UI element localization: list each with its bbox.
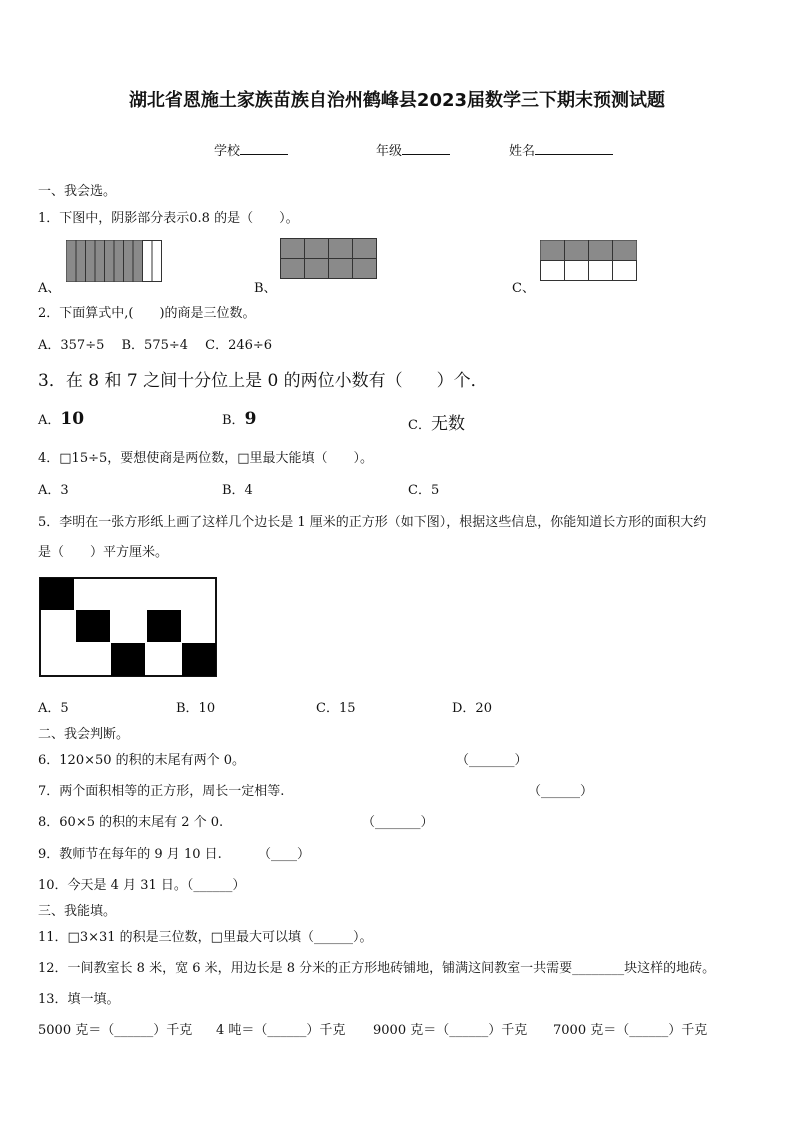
option-a-label: A、: [38, 281, 61, 296]
option-value: 无数: [430, 414, 465, 434]
question-1-stem: 1．下图中，阴影部分表示0.8 的是（ ）。: [38, 211, 299, 226]
school-label: 学校: [214, 144, 241, 159]
question-2-options: A．357÷5 B．575÷4 C．246÷6: [38, 338, 273, 353]
question-4-option-a: A．3: [38, 483, 69, 498]
grade-label: 年级: [376, 144, 403, 159]
option-value: 10: [60, 409, 85, 429]
question-4-option-c: C．5: [408, 483, 440, 498]
question-9-answer[interactable]: （____）: [258, 847, 311, 862]
question-12-text: 12．一间教室长 8 米，宽 6 米，用边长是 8 分米的正方形地砖铺地，铺满这间教室一共需要________块这样的地砖。: [38, 961, 716, 976]
question-3-option-b: [222, 409, 256, 429]
question-6-text: 6．120×50 的积的末尾有两个 0。: [38, 753, 246, 768]
question-4-stem: 4．□15÷5，要想使商是两位数，□里最大能填（ ）。: [38, 451, 374, 466]
page-title: 湖北省恩施土家族苗族自治州鹤峰县2023届数学三下期末预测试题: [128, 90, 666, 111]
question-4-option-b: B．4: [222, 483, 253, 498]
section-heading-choice: 一、我会选。: [38, 184, 117, 199]
option-label: A．: [38, 413, 61, 428]
question-9-text: 9．教师节在每年的 9 月 10 日.: [38, 847, 222, 862]
question-13-item: 5000 克＝（______）千克: [38, 1023, 193, 1038]
question-7-text: 7．两个面积相等的正方形，周长一定相等.: [38, 784, 285, 799]
question-3-option-c: [408, 409, 465, 434]
school-field: [214, 140, 288, 159]
grade-blank[interactable]: [402, 141, 450, 155]
question-8-answer[interactable]: （_______）: [362, 815, 434, 830]
figure-option-b: [280, 238, 378, 280]
name-label: 姓名: [509, 144, 536, 159]
question-2-stem: 2．下面算式中,( )的商是三位数。: [38, 306, 256, 321]
question-5-option-c: C．15: [316, 701, 356, 716]
question-5-option-d: D．20: [452, 701, 492, 716]
question-3-stem: 3．在 8 和 7 之间十分位上是 0 的两位小数有（ ）个．: [38, 371, 488, 391]
figure-option-c: [540, 240, 638, 282]
question-5-option-a: A．5: [38, 701, 69, 716]
question-13-stem: 13．填一填。: [38, 992, 120, 1007]
figure-option-a: [66, 240, 162, 282]
school-blank[interactable]: [240, 141, 288, 155]
question-3-option-a: [38, 409, 84, 429]
name-blank[interactable]: [535, 141, 613, 155]
question-13-item: 4 吨＝（______）千克: [216, 1023, 346, 1038]
question-5-figure: [39, 577, 217, 677]
question-13-item: 9000 克＝（______）千克: [373, 1023, 528, 1038]
option-label: B．: [222, 413, 245, 428]
question-6-answer[interactable]: （_______）: [456, 753, 528, 768]
option-value: 9: [244, 409, 257, 429]
question-5-option-b: B．10: [176, 701, 216, 716]
question-11-text: 11．□3×31 的积是三位数，□里最大可以填（______）。: [38, 930, 373, 945]
name-field: [509, 140, 613, 159]
section-heading-judge: 二、我会判断。: [38, 727, 130, 742]
question-8-text: 8．60×5 的积的末尾有 2 个 0.: [38, 815, 224, 830]
grade-field: [376, 140, 450, 159]
question-5-stem-line2: 是（ ）平方厘米。: [38, 545, 169, 560]
option-b-label: B、: [254, 281, 277, 296]
section-heading-fill: 三、我能填。: [38, 904, 117, 919]
question-7-answer[interactable]: （______）: [528, 784, 594, 799]
question-13-item: 7000 克＝（______）千克: [553, 1023, 708, 1038]
option-label: C．: [408, 418, 431, 433]
question-5-stem-line1: 5．李明在一张方形纸上画了这样几个边长是 1 厘米的正方形（如下图），根据这些信息，你能知道长方形的面积大约: [38, 515, 707, 530]
question-10-text: 10．今天是 4 月 31 日。（______）: [38, 878, 246, 893]
option-c-label: C、: [512, 281, 535, 296]
